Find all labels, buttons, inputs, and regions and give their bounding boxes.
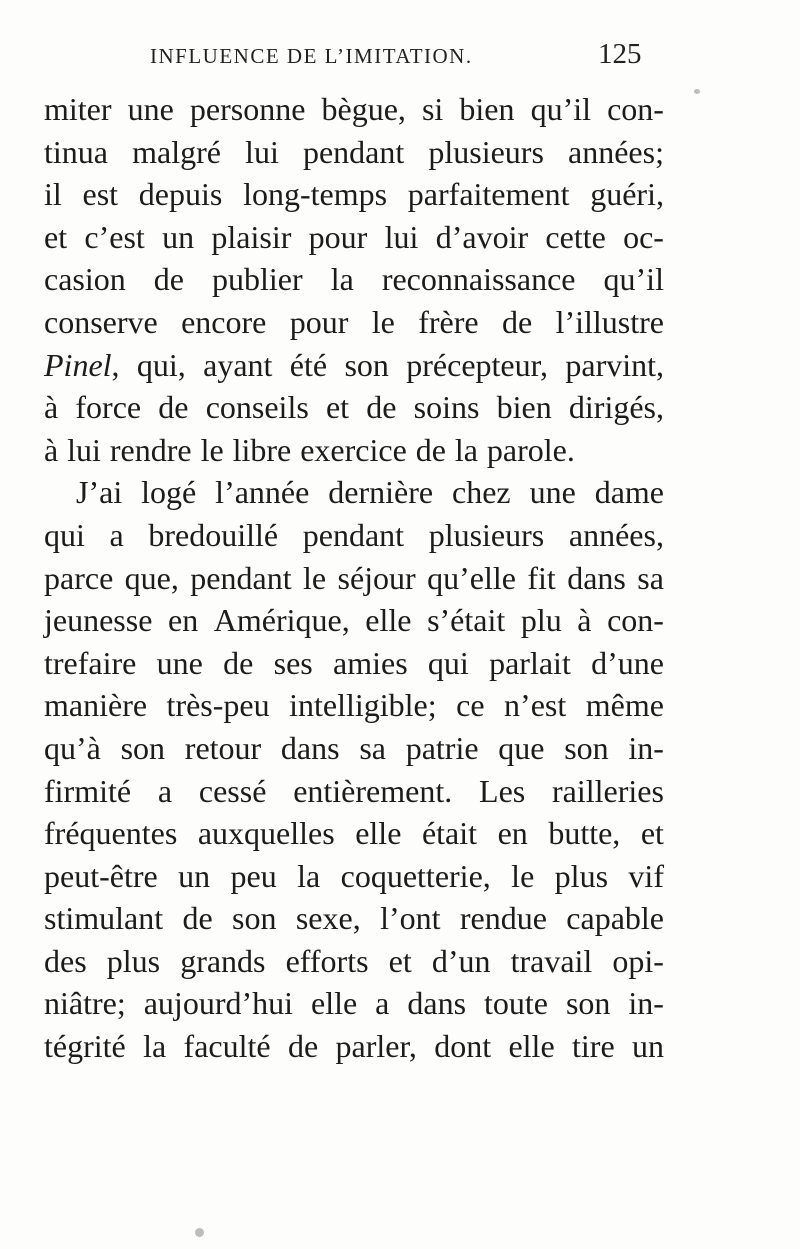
word: et xyxy=(325,389,350,426)
word: plus xyxy=(554,857,609,894)
word: une xyxy=(127,91,174,127)
word: en xyxy=(167,602,199,639)
word: coquetterie, xyxy=(340,857,491,894)
word: l’illustre xyxy=(555,303,664,340)
word: fit xyxy=(527,559,556,596)
text-line xyxy=(44,599,664,642)
word: jeunesse xyxy=(44,602,153,639)
word: pendant xyxy=(302,133,405,170)
word: elle xyxy=(355,815,402,852)
text-line xyxy=(44,557,664,600)
word: elle xyxy=(365,602,412,639)
word: un xyxy=(178,857,211,894)
word: a xyxy=(157,772,173,809)
word: l’ont xyxy=(380,900,441,937)
text-line xyxy=(44,812,664,855)
word: faculté xyxy=(183,1028,271,1065)
word: il xyxy=(44,176,62,213)
text-line xyxy=(44,940,664,983)
word: tinua xyxy=(44,133,108,170)
word: elle xyxy=(508,1028,555,1065)
word: tégrité xyxy=(44,1028,126,1065)
word: dame xyxy=(594,474,664,511)
text-line xyxy=(44,897,664,940)
word: reconnaissance xyxy=(381,261,576,298)
word: long-temps xyxy=(243,176,388,213)
word: con- xyxy=(607,91,664,127)
word: a xyxy=(109,516,124,553)
word: a xyxy=(375,985,390,1022)
text-line xyxy=(44,301,664,344)
word: un xyxy=(162,218,195,255)
word: dans xyxy=(407,985,467,1022)
word: la xyxy=(143,1028,167,1065)
word: pendant xyxy=(190,559,292,596)
word: depuis xyxy=(138,176,223,213)
word: sexe, xyxy=(295,900,361,937)
word: bègue, xyxy=(321,91,406,127)
word: guéri, xyxy=(590,176,664,213)
word: d’avoir xyxy=(435,218,529,255)
word: parler, xyxy=(335,1028,417,1065)
word: ses xyxy=(273,644,313,681)
word: une xyxy=(529,474,576,511)
word: vif xyxy=(628,857,664,894)
text-line xyxy=(44,216,664,259)
word: son xyxy=(344,346,389,383)
word: chez xyxy=(452,474,511,511)
word: parce xyxy=(44,559,114,596)
word: dirigés, xyxy=(568,389,664,426)
word: logé xyxy=(141,474,197,511)
word: Les xyxy=(479,772,526,809)
word: plu xyxy=(520,602,562,639)
word: le xyxy=(302,559,327,596)
word: trefaire xyxy=(44,644,137,681)
word: précepteur, xyxy=(406,346,548,383)
word: parfaitement xyxy=(407,176,570,213)
text-line xyxy=(44,173,664,216)
word: pour xyxy=(308,218,368,255)
word: cette xyxy=(545,218,606,255)
word: même xyxy=(585,687,664,724)
word: la xyxy=(330,261,354,298)
word: son xyxy=(232,900,277,937)
word: publier xyxy=(212,261,303,298)
word: niâtre; xyxy=(44,985,126,1022)
word: miter xyxy=(44,91,112,127)
text-line xyxy=(44,684,664,727)
print-speck xyxy=(694,89,700,94)
word: de xyxy=(182,900,213,937)
word: Pinel, xyxy=(44,346,120,383)
text-line xyxy=(44,344,664,387)
word: pendant xyxy=(302,516,405,553)
word: un xyxy=(632,1028,664,1065)
word: firmité xyxy=(44,772,132,809)
word: années; xyxy=(568,133,664,170)
word: ce xyxy=(456,687,485,724)
word: de xyxy=(501,303,533,340)
word: en xyxy=(497,815,528,852)
word: butte, xyxy=(548,815,621,852)
word: son xyxy=(120,729,166,766)
running-title: INFLUENCE DE L’IMITATION. xyxy=(150,44,473,68)
word: opi- xyxy=(612,942,664,979)
word: peu xyxy=(230,857,277,894)
text-line xyxy=(44,1025,664,1068)
word: cessé xyxy=(198,772,267,809)
word: à xyxy=(44,431,59,468)
word: de xyxy=(415,431,446,468)
word: travail xyxy=(510,942,593,979)
word: plusieurs xyxy=(428,516,545,553)
word: son xyxy=(564,729,609,766)
word: des xyxy=(44,942,87,979)
word: parole. xyxy=(486,431,575,468)
word: soins xyxy=(413,389,480,426)
word: bien xyxy=(496,389,552,426)
page-number: 125 xyxy=(598,38,642,70)
word: la xyxy=(297,857,321,894)
word: la xyxy=(454,431,478,468)
word: patrie xyxy=(405,729,479,766)
word: sa xyxy=(637,559,664,596)
word: parlait xyxy=(489,644,571,681)
word: et xyxy=(388,942,412,979)
word: le xyxy=(200,431,224,468)
word: que xyxy=(498,729,545,766)
word: stimulant xyxy=(44,900,164,937)
italic-name: Pinel xyxy=(44,346,112,383)
word: rendre xyxy=(109,431,192,468)
word: qui xyxy=(44,516,85,553)
word: in- xyxy=(628,985,664,1022)
word: à xyxy=(577,602,592,639)
word: que, xyxy=(124,559,179,596)
word: était xyxy=(421,815,478,852)
word: entièrement. xyxy=(293,772,453,809)
word: J’ai xyxy=(76,474,123,511)
word: lui xyxy=(245,133,279,170)
text-line xyxy=(44,770,664,813)
word: bien xyxy=(459,91,515,127)
word: bredouillé xyxy=(148,516,279,553)
word: encore xyxy=(181,303,267,340)
word: rendue xyxy=(459,900,547,937)
word: qui, xyxy=(136,346,186,383)
word: ayant xyxy=(203,346,273,383)
text-line xyxy=(44,982,664,1025)
word: pour xyxy=(289,303,349,340)
word: retour xyxy=(184,729,262,766)
word: une xyxy=(156,644,203,681)
word: auxquelles xyxy=(197,815,335,852)
word: plaisir xyxy=(211,218,292,255)
word: séjour xyxy=(337,559,416,596)
word: aujourd’hui xyxy=(143,985,294,1022)
text-line xyxy=(44,88,664,131)
word: son xyxy=(565,985,611,1022)
word: elle xyxy=(311,985,358,1022)
word: dont xyxy=(434,1028,492,1065)
word: intelligible; xyxy=(289,687,437,724)
word: toute xyxy=(484,985,548,1022)
word: de xyxy=(158,389,189,426)
word: manière xyxy=(44,687,148,724)
text-line xyxy=(44,131,664,174)
text-line xyxy=(44,855,664,898)
word: été xyxy=(289,346,328,383)
text-line xyxy=(44,642,664,685)
word: dans xyxy=(567,559,626,596)
word: années, xyxy=(568,516,664,553)
word: de xyxy=(153,261,184,298)
word: le xyxy=(511,857,535,894)
word: qu’il xyxy=(603,261,664,298)
body-text xyxy=(44,88,664,1068)
word: oc- xyxy=(623,218,664,255)
word: de xyxy=(287,1028,319,1065)
word: dernière xyxy=(328,474,434,511)
word: efforts xyxy=(285,942,369,979)
word: capable xyxy=(566,900,664,937)
word: de xyxy=(366,389,397,426)
word: et xyxy=(640,815,664,852)
word: force xyxy=(75,389,142,426)
text-line xyxy=(44,727,664,770)
text-line xyxy=(44,514,664,557)
word: railleries xyxy=(552,772,664,809)
word: c’est xyxy=(84,218,145,255)
text-line xyxy=(44,386,664,429)
word: à xyxy=(44,389,59,426)
word: plusieurs xyxy=(428,133,544,170)
word: conseils xyxy=(205,389,309,426)
word: libre xyxy=(232,431,292,468)
word: frère xyxy=(418,303,479,340)
word: le xyxy=(371,303,395,340)
word: amies xyxy=(333,644,408,681)
word: l’année xyxy=(215,474,310,511)
word: grands xyxy=(180,942,266,979)
word: et xyxy=(44,218,68,255)
word: si xyxy=(421,91,444,127)
word: parvint, xyxy=(565,346,664,383)
word: très-peu xyxy=(166,687,270,724)
word: lui xyxy=(384,218,419,255)
word: qu’il xyxy=(530,91,591,127)
word: d’une xyxy=(591,644,664,681)
word: n’est xyxy=(504,687,567,724)
word: Amérique, xyxy=(213,602,350,639)
word: con- xyxy=(607,602,664,639)
word: s’était xyxy=(427,602,506,639)
word: qu’à xyxy=(44,729,101,766)
text-line xyxy=(44,471,664,514)
word: in- xyxy=(628,729,664,766)
word: sa xyxy=(359,729,386,766)
word: peut-être xyxy=(44,857,158,894)
word: exercice xyxy=(300,431,407,468)
word: plus xyxy=(106,942,161,979)
word: conserve xyxy=(44,303,158,340)
word: personne xyxy=(189,91,306,127)
word: qui xyxy=(427,644,469,681)
print-speck xyxy=(195,1228,204,1237)
word: de xyxy=(223,644,254,681)
word: dans xyxy=(280,729,340,766)
word: fréquentes xyxy=(44,815,178,852)
word: est xyxy=(82,176,119,213)
word: qu’elle xyxy=(427,559,516,596)
word: casion xyxy=(44,261,126,298)
word: lui xyxy=(67,431,101,468)
word: d’un xyxy=(431,942,491,979)
word: tire xyxy=(572,1028,615,1065)
text-line xyxy=(44,429,664,472)
word: malgré xyxy=(132,133,221,170)
text-line xyxy=(44,258,664,301)
